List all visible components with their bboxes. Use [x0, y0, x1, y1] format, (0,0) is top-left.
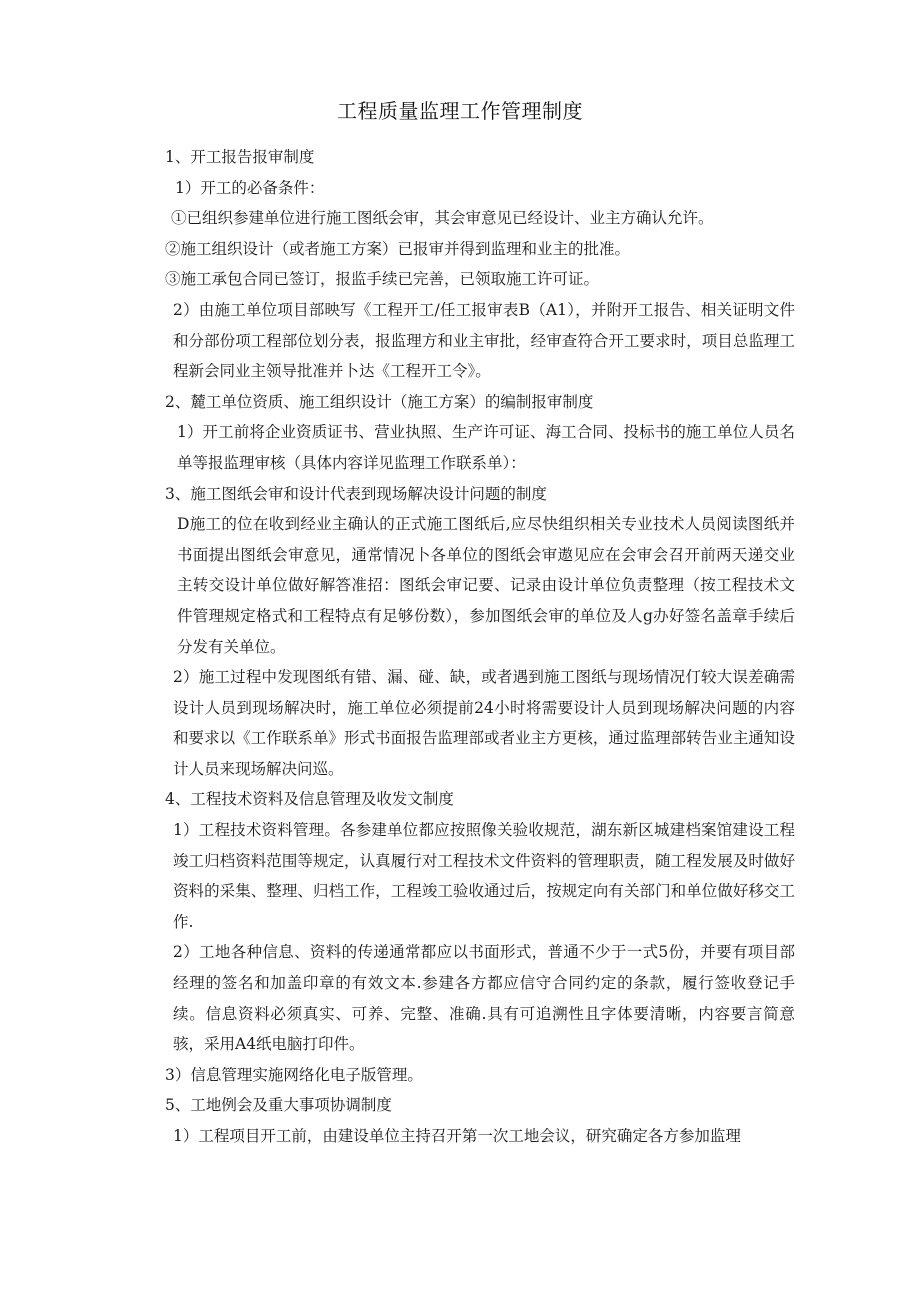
section-heading: 2、麓工单位资质、施工组织设计（施工方案）的编制报审制度 [165, 392, 594, 411]
paragraph: 2）施工过程中发现图纸有错、漏、碰、缺，或者遇到施工图纸与现场情况仃较大误差确需设计人员到现场解决时，施工单位必须提前24小时将需要设计人员到现场解决问题的内容和要求以《工作联系单》形式书面报告监理部或者业主方更核，通过监理部转告业主通知设计人员来现场解决问巡。 [173, 668, 795, 778]
document-body [127, 142, 795, 1152]
section-heading: 1、开工报告报审制度 [165, 148, 315, 166]
paragraph: 1）工程项目开工前，由建设单位主持召开第一次工地会议，研究确定各方参加监理 [173, 1127, 741, 1145]
paragraph: D施工的位在收到经业主确认的正式施工图纸后,应尽快组织相关专业技术人员阅读图纸并书面提出图纸会审意见，通常情况卜各单位的图纸会审遨见应在会审会召开前两天递交业主转交设计单位做好解答准招：图纸会审记要、记录由设计单位负责整理（按工程技术文件管理规定格式和工程特点有足够份数），参加图纸会审的单位及人g办好签名盖章手续后分发有关单位。 [177, 515, 795, 656]
paragraph: 1）工程技术资料管理。各参建单位都应按照像关验收规范，湖东新区城建档案馆建设工程竣工归档资料范围等规定，认真履行对工程技术文件资料的管理职责，随工程发展及时做好资料的采集、整理、归档工作，工程竣工验收通过后，按规定向有关部门和单位做好移交工作. [173, 821, 795, 931]
section-heading: 3、施工图纸会审和设计代表到现场解决设计问题的制度 [165, 484, 547, 503]
paragraph: 1）开工的必备条件： [175, 178, 325, 197]
section-heading: 5、工地例会及重大事项协调制度 [165, 1096, 392, 1115]
paragraph: 1）开工前将企业资质证书、营业执照、生产许可证、海工合同、投标书的施工单位人员名单等报监理审核（具体内容详见监理工作联系单）： [177, 423, 795, 472]
document-title: 工程质量监理工作管理制度 [337, 99, 583, 123]
list-item: ①已组织参建单位进行施工图纸会审，其会审意见已经设计、业主方确认允许。 [171, 209, 714, 228]
paragraph: 2）由施工单位项目部映写《工程开工/任工报审表B（A1），并附开工报告、相关证明文件和分部份项工程部位划分表，报监理方和业主审批，经审查符合开工要求时，项目总监理工程新会同业主领导批准并卜达《工程开工令》。 [173, 300, 795, 381]
list-item: ②施工组织设计（或者施工方案）已报审并得到监理和业主的批准。 [165, 239, 631, 258]
section-heading: 4、工程技术资料及信息管理及收发文制度 [165, 790, 454, 809]
list-item: ③施工承包合同已签订，报监手续已完善，已领取施工许可证。 [165, 270, 600, 289]
paragraph: 2）工地各种信息、资料的传递通常都应以书面形式，普通不少于一式5份，并要有项目部经理的签名和加盖印章的有效文本.参建各方都应信守合同约定的条款，履行签收登记手续。信息资料必须真实、可养、完整、准确.具有可追溯性且字体要清晰，内容要言简意骇，采用A4纸电脑打印件。 [173, 943, 795, 1054]
paragraph: 3）信息管理实施网络化电子版管理。 [165, 1065, 423, 1084]
